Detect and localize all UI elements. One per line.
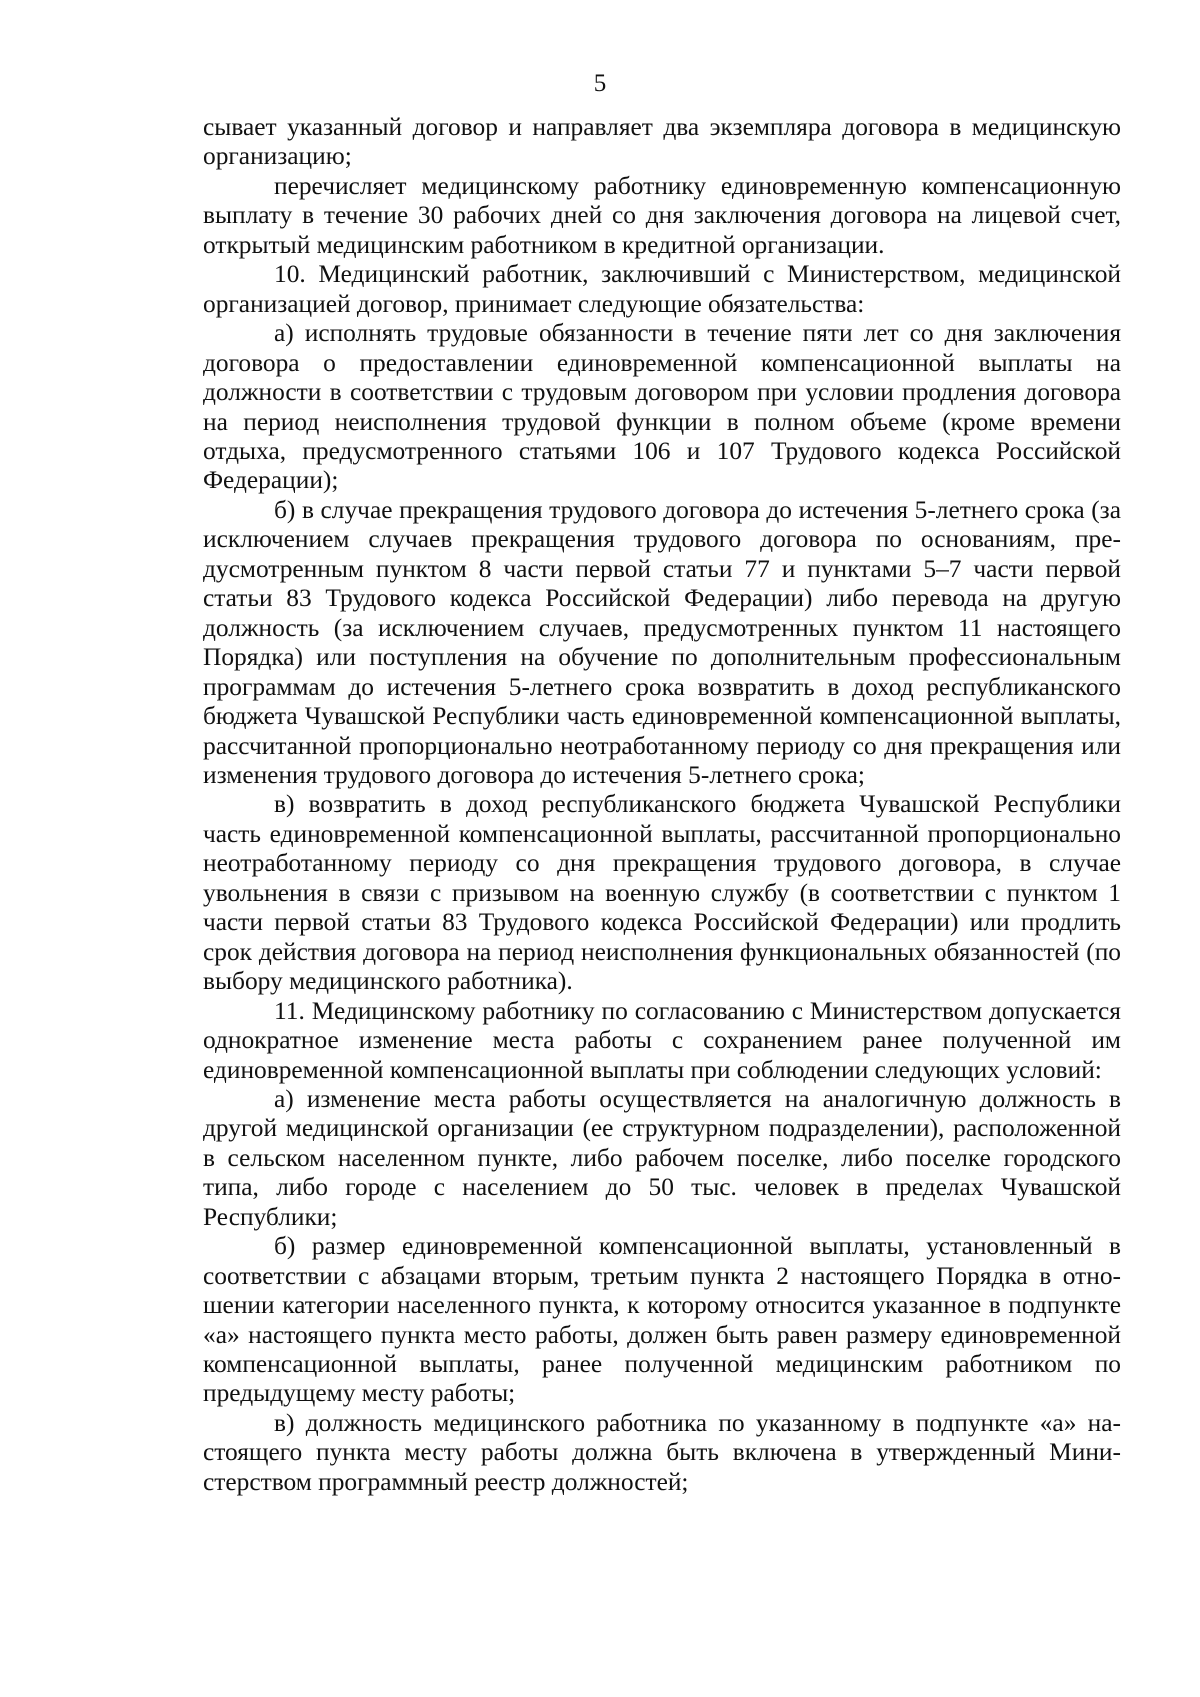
paragraph-continuation: сывает указанный договор и направляет два экземпляра договора в медицинскую организацию; <box>203 113 1121 171</box>
page-number: 5 <box>593 70 607 97</box>
paragraph-clause-11-b: б) размер единовременной компенсационной выплаты, установленный в соответствии с абзацами вторым, третьим пункта 2 настоящего Порядка в отношении категории населенного пункта, к которому относится указанное в подпункте «а» настоящего пункта место работы, должен быть равен размеру единовременной компенсационной выплаты, ранее полученной медицинским работником по предыдущему месту работы; <box>203 1232 1121 1408</box>
paragraph-transfer-payment: перечисляет медицинскому работнику единовременную компенсационную выплату в течение 30 рабочих дней со дня заключения договора на лицевой счет, открытый медицинским работником в кредитной организации. <box>203 171 1121 259</box>
paragraph-clause-10-b: б) в случае прекращения трудового договора до истечения 5-летнего срока (за исключением случаев прекращения трудового договора по основаниям, предусмотренным пунктом 8 части первой статьи 77 и пунктами 5–7 части первой статьи 83 Трудового кодекса Российской Федерации) либо перевода на другую должность (за исключением случаев, предусмотренных пунктом 11 настоящего Порядка) или поступления на обучение по дополнительным профессиональным программам до истечения 5-летнего срока возвратить в доход республиканского бюджета Чувашской Республики часть единовременной компенсационной выплаты, рассчитанной пропорционально неотработанному периоду со дня прекращения или изменения трудового договора до истечения 5-летнего срока; <box>203 495 1121 789</box>
paragraph-clause-10: 10. Медицинский работник, заключивший с Министерством, медицинской организацией договор, принимает следующие обязательства: <box>203 260 1121 318</box>
paragraph-clause-10-v: в) возвратить в доход республиканского бюджета Чувашской Республики часть единовременной компенсационной выплаты, рассчитанной пропорционально неотработанному периоду со дня прекращения трудового договора, в случае увольнения в связи с призывом на военную службу (в соответствии с пунктом 1 части первой статьи 83 Трудового кодекса Российской Федерации) или продлить срок действия договора на период неисполнения функциональных обязанностей (по выбору медицинского работника). <box>203 790 1121 996</box>
paragraph-clause-11-a: а) изменение места работы осуществляется на аналогичную должность в другой медицинской организации (ее структурном подразделении), расположенной в сельском населенном пункте, либо рабочем поселке, либо поселке городского типа, либо городе с населением до 50 тыс. человек в пределах Чувашской Республики; <box>203 1084 1121 1231</box>
paragraph-clause-10-a: а) исполнять трудовые обязанности в течение пяти лет со дня заключения договора о предоставлении единовременной компенсационной выплаты на должности в соответствии с трудовым договором при условии продления договора на период неисполнения трудовой функции в полном объеме (кроме времени отдыха, предусмотренного статьями 106 и 107 Трудового кодекса Российской Федерации); <box>203 319 1121 495</box>
paragraph-clause-11-v: в) должность медицинского работника по указанному в подпункте «а» настоящего пункта месту работы должна быть включена в утвержденный Министерством программный реестр должностей; <box>203 1408 1121 1496</box>
document-body <box>203 113 1121 1497</box>
paragraph-clause-11: 11. Медицинскому работнику по согласованию с Министерством допускается однократное изменение места работы с сохранением ранее полученной им единовременной компенсационной выплаты при соблюдении следующих условий: <box>203 996 1121 1084</box>
